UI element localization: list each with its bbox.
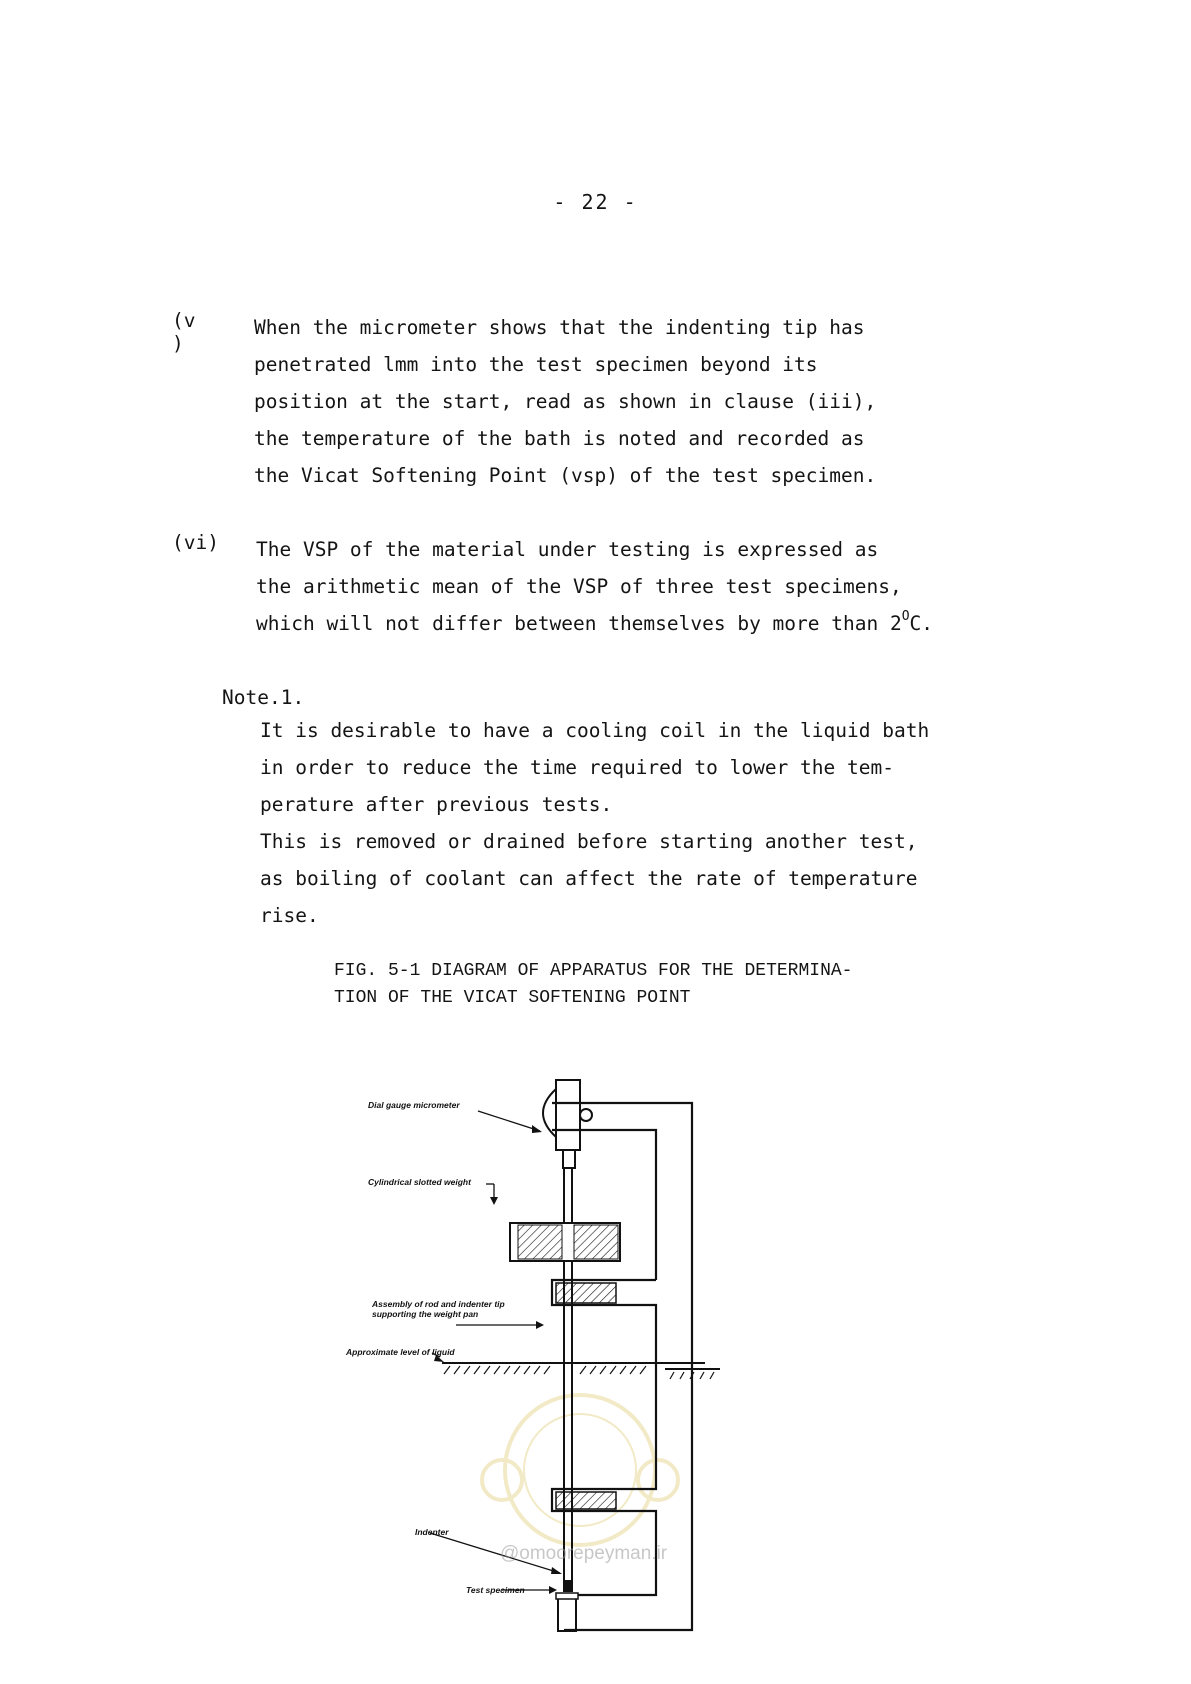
note-body	[260, 712, 929, 934]
clause-vi-last-line-text: which will not differ between themselves by more than 2	[256, 612, 902, 635]
clause-v-line: When the micrometer shows that the indenting tip has	[254, 316, 865, 339]
label-rod-assembly: supporting the weight pan	[372, 1309, 479, 1319]
label-test-specimen: Test specimen	[466, 1585, 525, 1595]
note-heading: Note.1.	[222, 686, 305, 709]
clause-v-line: the Vicat Softening Point (vsp) of the test specimen.	[254, 464, 877, 487]
note-line: in order to reduce the time required to lower the tem-	[260, 756, 894, 779]
dial-gauge	[543, 1080, 592, 1168]
label-slotted-weight: Cylindrical slotted weight	[368, 1177, 471, 1187]
watermark-seal	[482, 1395, 678, 1545]
figure-caption-line: FIG. 5-1 DIAGRAM OF APPARATUS FOR THE DETERMINA-	[334, 961, 853, 981]
figure-caption-line: TION OF THE VICAT SOFTENING POINT	[334, 988, 691, 1008]
clause-v-line: penetrated lmm into the test specimen beyond its	[254, 353, 818, 376]
vicat-apparatus-diagram	[346, 1075, 780, 1635]
note-line: This is removed or drained before starting another test,	[260, 830, 918, 853]
figure-caption	[334, 958, 852, 1012]
weight-hatch-right	[574, 1225, 618, 1259]
clause-vi-last-line-unit: C.	[909, 612, 934, 635]
clause-v-line: the temperature of the bath is noted and recorded as	[254, 427, 865, 450]
clause-v-text	[254, 309, 974, 494]
note-line: perature after previous tests.	[260, 793, 613, 816]
clause-vi-text	[256, 531, 976, 642]
test-specimen	[556, 1593, 578, 1599]
clause-v-line: position at the start, read as shown in clause (iii),	[254, 390, 877, 413]
label-liquid-level: Approximate level of liquid	[346, 1347, 455, 1357]
liquid-ticks	[444, 1366, 714, 1379]
watermark-text: @omoorepeyman.ir	[500, 1543, 668, 1564]
arrowheads	[434, 1125, 562, 1594]
label-rod-assembly: Assembly of rod and indenter tip	[372, 1299, 505, 1309]
clause-vi-last-line	[256, 605, 976, 642]
page-number: - 22 -	[553, 190, 638, 214]
degree-superscript: O	[901, 609, 910, 624]
label-indenter: Indenter	[415, 1527, 449, 1537]
clause-v-label: (v )	[172, 309, 196, 355]
note-line: rise.	[260, 904, 319, 927]
weight-hatch-left	[518, 1225, 562, 1259]
label-dial-gauge: Dial gauge micrometer	[368, 1100, 460, 1110]
indenter-tip	[563, 1580, 573, 1592]
note-line: It is desirable to have a cooling coil in the liquid bath	[260, 719, 930, 742]
note-line: as boiling of coolant can affect the rate of temperature	[260, 867, 918, 890]
clause-vi-line: the arithmetic mean of the VSP of three test specimens,	[256, 575, 902, 598]
base	[558, 1595, 576, 1631]
clause-vi-label: (vi)	[172, 531, 219, 554]
liquid-level	[442, 1363, 720, 1369]
clause-vi-line: The VSP of the material under testing is expressed as	[256, 538, 879, 561]
